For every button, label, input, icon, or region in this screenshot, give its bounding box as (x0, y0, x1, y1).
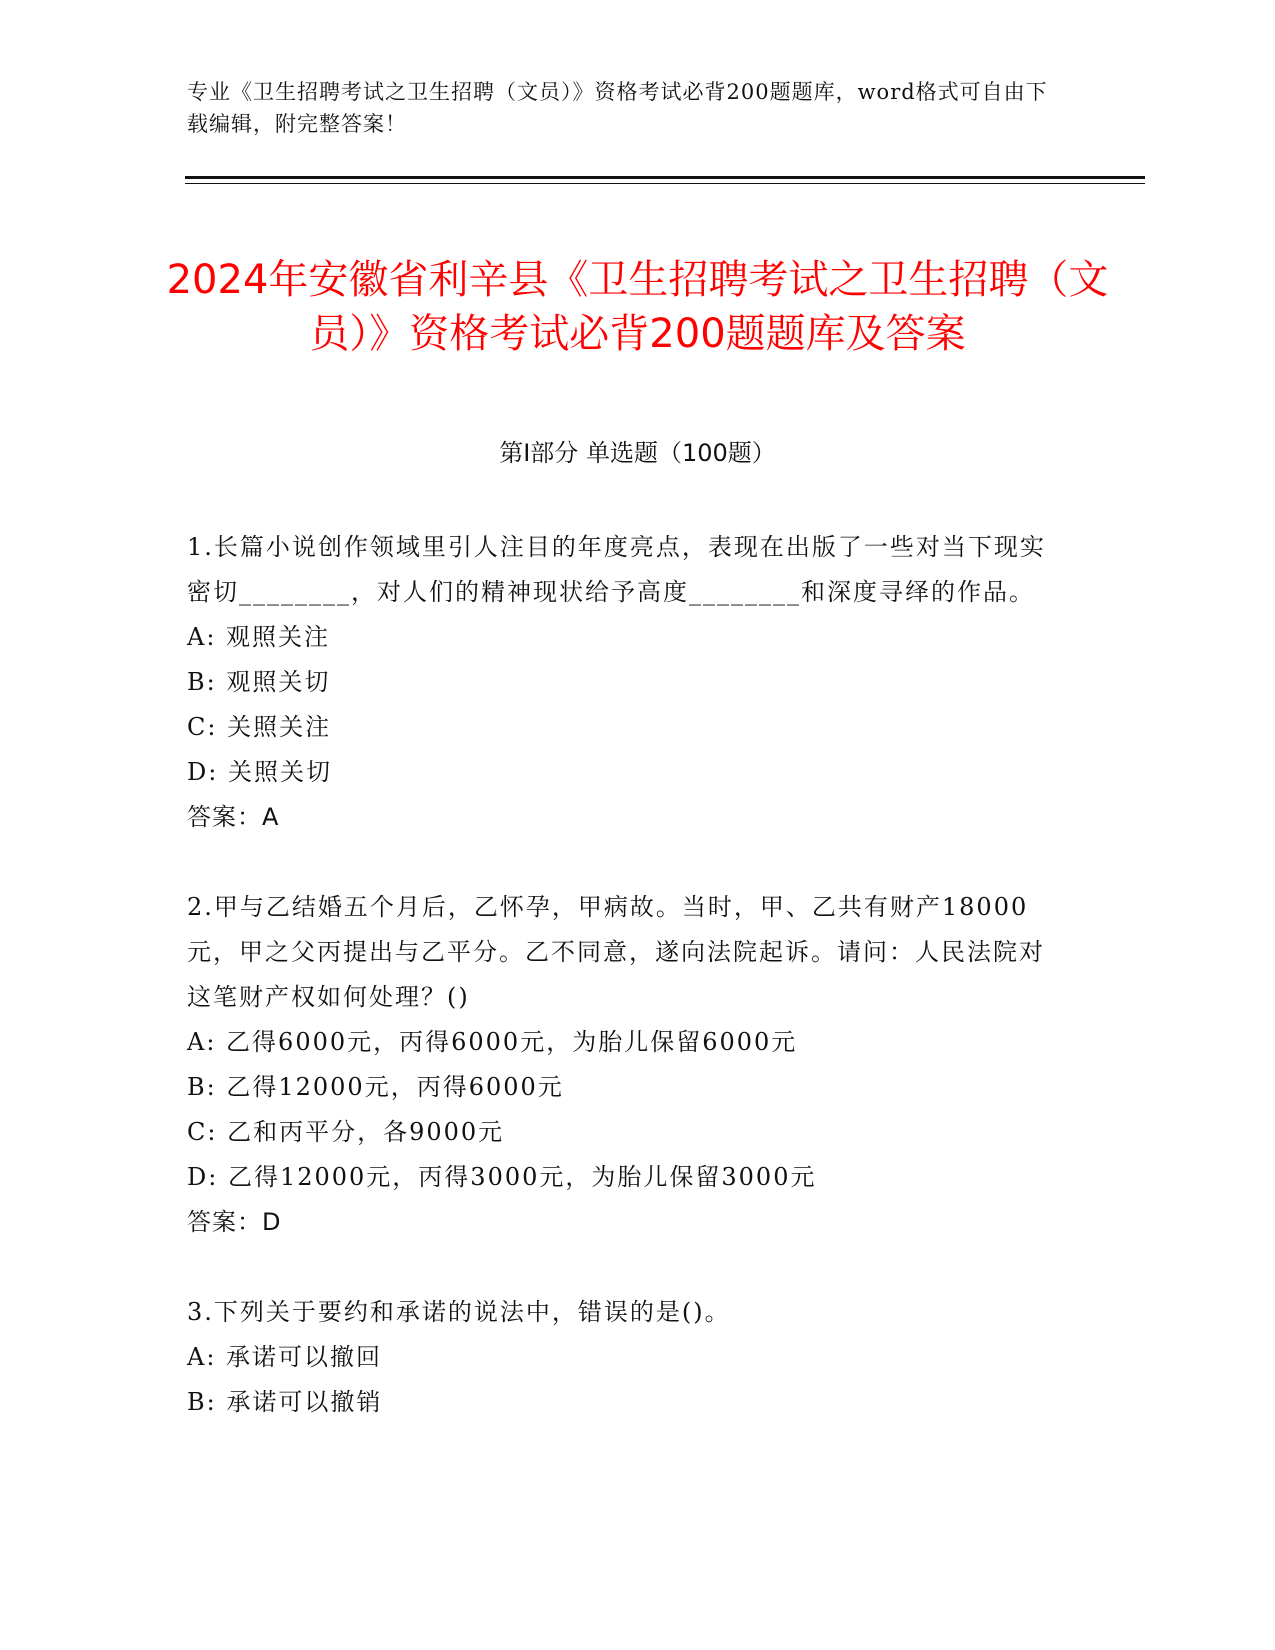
question-stem: 1.长篇小说创作领域里引人注目的年度亮点，表现在出版了一些对当下现实密切________，对人们的精神现状给予高度________和深度寻绎的作品。 (187, 533, 1046, 606)
option-c: C: 关照关注 (187, 713, 332, 741)
option-b: B: 观照关切 (187, 668, 331, 696)
option-d: D: 乙得12000元，丙得3000元，为胎儿保留3000元 (187, 1163, 817, 1191)
header-note: 专业《卫生招聘考试之卫生招聘（文员）》资格考试必背200题题库，word格式可自由下载编辑，附完整答案！ (187, 80, 1048, 136)
question-stem: 3.下列关于要约和承诺的说法中，错误的是()。 (187, 1298, 731, 1326)
option-a: A: 观照关注 (187, 623, 331, 651)
question-list (187, 525, 1067, 1425)
question-spacer (187, 1245, 1067, 1290)
option-a: A: 乙得6000元，丙得6000元，为胎儿保留6000元 (187, 1028, 798, 1056)
question-2 (187, 885, 1067, 1245)
answer-line: 答案：A (187, 803, 280, 831)
header-rule-thick (185, 176, 1145, 179)
question-stem: 2.甲与乙结婚五个月后，乙怀孕，甲病故。当时，甲、乙共有财产18000元，甲之父丙提出与乙平分。乙不同意，遂向法院起诉。请问：人民法院对这笔财产权如何处理？() (187, 893, 1045, 1011)
option-b: B: 承诺可以撤销 (187, 1388, 383, 1416)
section-heading: 第I部分 单选题（100题） (499, 439, 776, 467)
answer-line: 答案：D (187, 1208, 282, 1236)
question-1 (187, 525, 1067, 840)
option-b: B: 乙得12000元，丙得6000元 (187, 1073, 564, 1101)
option-a: A: 承诺可以撤回 (187, 1343, 383, 1371)
question-spacer (187, 840, 1067, 885)
option-d: D: 关照关切 (187, 758, 332, 786)
question-3 (187, 1290, 1067, 1425)
header-rule-thin (185, 183, 1145, 184)
document-title: 2024年安徽省利辛县《卫生招聘考试之卫生招聘（文员）》资格考试必背200题题库及答案 (166, 256, 1109, 357)
option-c: C: 乙和丙平分，各9000元 (187, 1118, 505, 1146)
